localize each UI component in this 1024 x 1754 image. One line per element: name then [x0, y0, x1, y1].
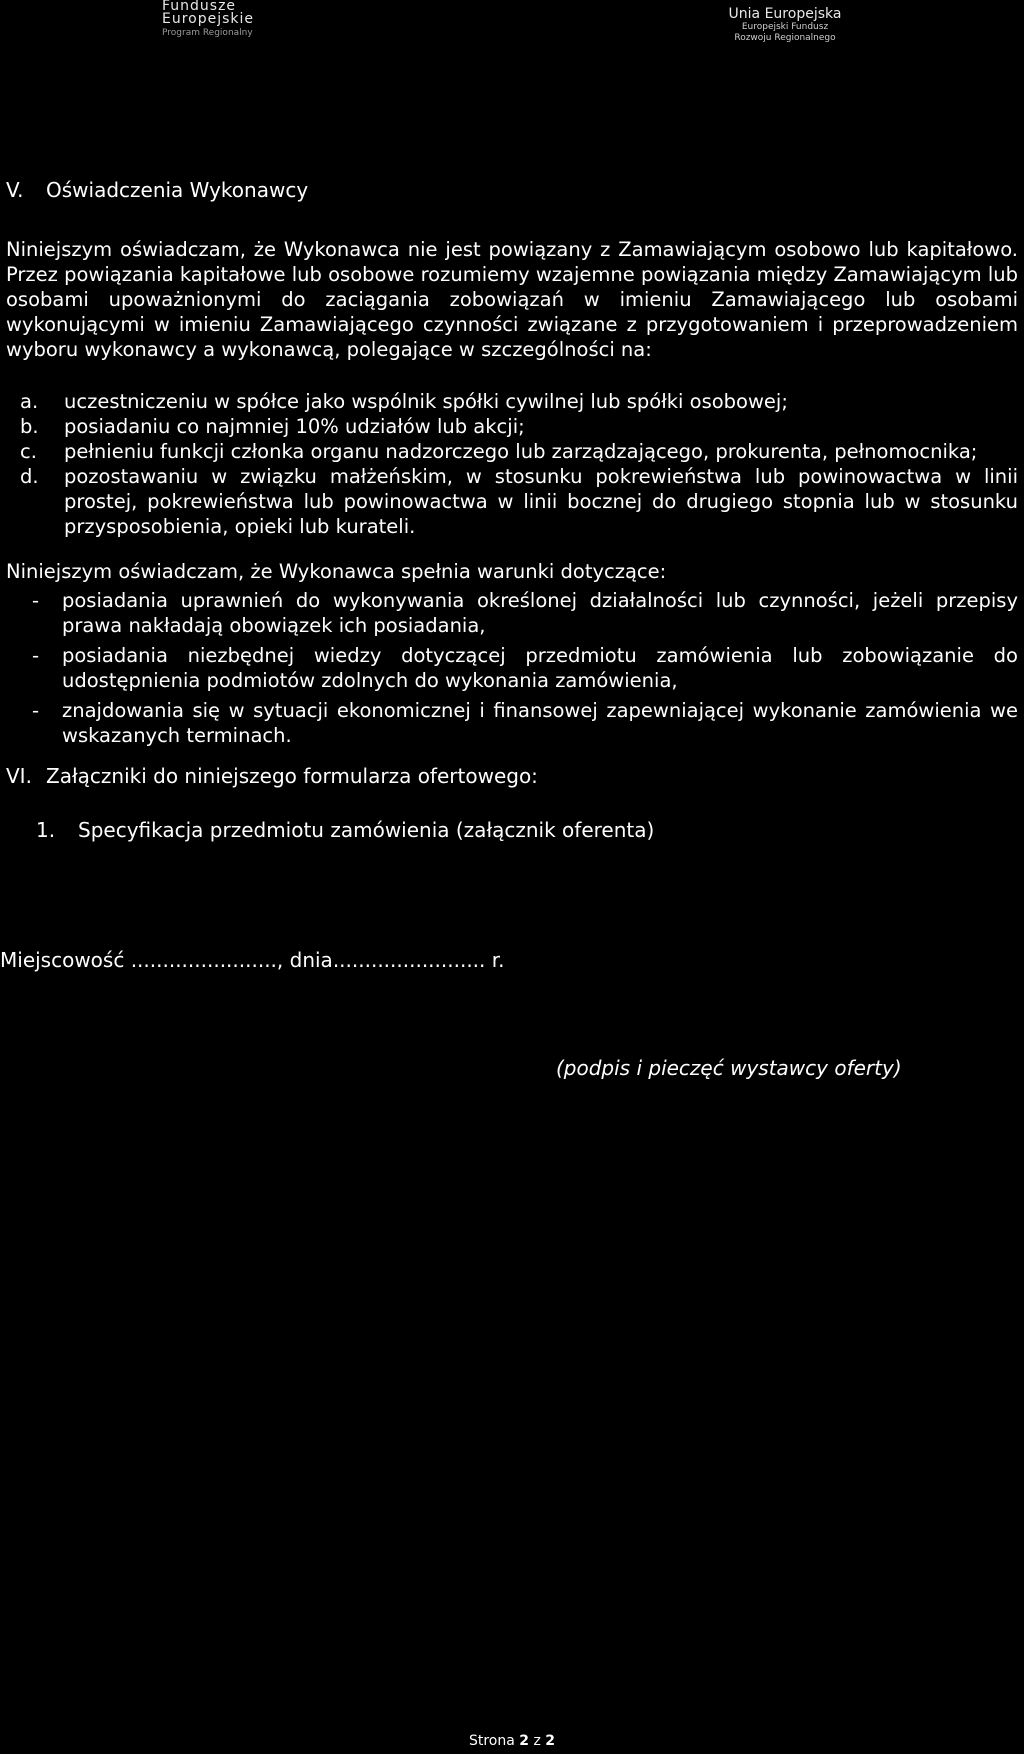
section-v-paragraph-2: Niniejszym oświadczam, że Wykonawca spełnia warunki dotyczące:: [6, 560, 667, 583]
list-marker: -: [32, 589, 40, 612]
list-item-text: pozostawaniu w związku małżeńskim, w stosunku pokrewieństwa lub powinowactwa w linii prostej, pokrewieństwa lub powinowactwa w linii bocznej do drugiego stopnia lub w stosunku przysposobienia, opieki lub kurateli.: [64, 465, 1018, 538]
logo-right-line1: Unia Europejska: [728, 6, 842, 22]
logo-unia-europejska: [710, 6, 860, 44]
list-marker: a.: [20, 390, 39, 413]
attachment-text: Specyfikacja przedmiotu zamówienia (załącznik oferenta): [78, 818, 655, 842]
relations-list-item: [6, 439, 1018, 464]
section-vi-number: VI.: [6, 764, 32, 788]
logo-fundusze-europejskie: [162, 0, 282, 40]
list-item-text: posiadania uprawnień do wykonywania określonej działalności lub czynności, jeżeli przepisy prawa nakładają obowiązek ich posiadania,: [62, 589, 1018, 637]
logo-left-line3: Program Regionalny: [162, 28, 253, 38]
page-number-total: 2: [545, 1733, 556, 1749]
attachment-number: 1.: [36, 818, 56, 842]
list-item-text: pełnieniu funkcji członka organu nadzorczego lub zarządzającego, prokurenta, pełnomocnika;: [64, 440, 978, 463]
list-item-text: znajdowania się w sytuacji ekonomicznej i finansowej zapewniającej wykonanie zamówienia we wskazanych terminach.: [62, 699, 1018, 747]
section-v-title: Oświadczenia Wykonawcy: [46, 178, 309, 202]
conditions-list-item: [6, 698, 1018, 748]
page-number: [0, 1733, 1024, 1749]
relations-list-item: [6, 464, 1018, 539]
logo-right-line2: Europejski Fundusz: [741, 22, 829, 32]
conditions-list-item: [6, 643, 1018, 693]
logo-left-line1: Fundusze: [162, 0, 237, 14]
signature-caption: (podpis i pieczęć wystawcy oferty): [556, 1056, 902, 1080]
relations-list-item: [6, 389, 1018, 414]
section-vi-heading: [6, 764, 538, 788]
attachment-item: [36, 818, 654, 842]
logo-right-line3: Rozwoju Regionalnego: [734, 33, 836, 43]
list-marker: c.: [20, 440, 37, 463]
relations-list-item: [6, 414, 1018, 439]
conditions-list: [6, 588, 1018, 753]
list-marker: -: [32, 644, 40, 667]
list-item-text: uczestniczeniu w spółce jako wspólnik spółki cywilnej lub spółki osobowej;: [64, 390, 788, 413]
list-marker: -: [32, 699, 40, 722]
section-vi-title: Załączniki do niniejszego formularza ofertowego:: [46, 764, 538, 788]
page-number-separator: z: [533, 1733, 541, 1749]
list-item-text: posiadania niezbędnej wiedzy dotyczącej przedmiotu zamówienia lub zobowiązanie do udostępnienia podmiotów zdolnych do wykonania zamówienia,: [62, 644, 1018, 692]
page-number-prefix: Strona: [468, 1733, 515, 1749]
list-marker: b.: [20, 415, 39, 438]
logo-left-line2: Europejskie: [162, 11, 255, 27]
place-date-line: Miejscowość ......................., dnia........................ r.: [0, 948, 505, 972]
list-item-text: posiadaniu co najmniej 10% udziałów lub akcji;: [64, 415, 525, 438]
section-v-heading: [6, 178, 308, 202]
relations-list: [6, 389, 1018, 539]
list-marker: d.: [20, 465, 39, 488]
section-v-number: V.: [6, 178, 24, 202]
section-v-paragraph-1: Niniejszym oświadczam, że Wykonawca nie jest powiązany z Zamawiającym osobowo lub kapitałowo. Przez powiązania kapitałowe lub osobowe rozumiemy wzajemne powiązania między Zamawiającym lub osobami upoważnionymi do zaciągania zobowiązań w imieniu Zamawiającego lub osobami wykonującymi w imieniu Zamawiającego czynności związane z przygotowaniem i przeprowadzeniem wyboru wykonawcy a wykonawcą, polegające w szczególności na:: [6, 238, 1018, 361]
conditions-list-item: [6, 588, 1018, 638]
page-number-current: 2: [519, 1733, 530, 1749]
